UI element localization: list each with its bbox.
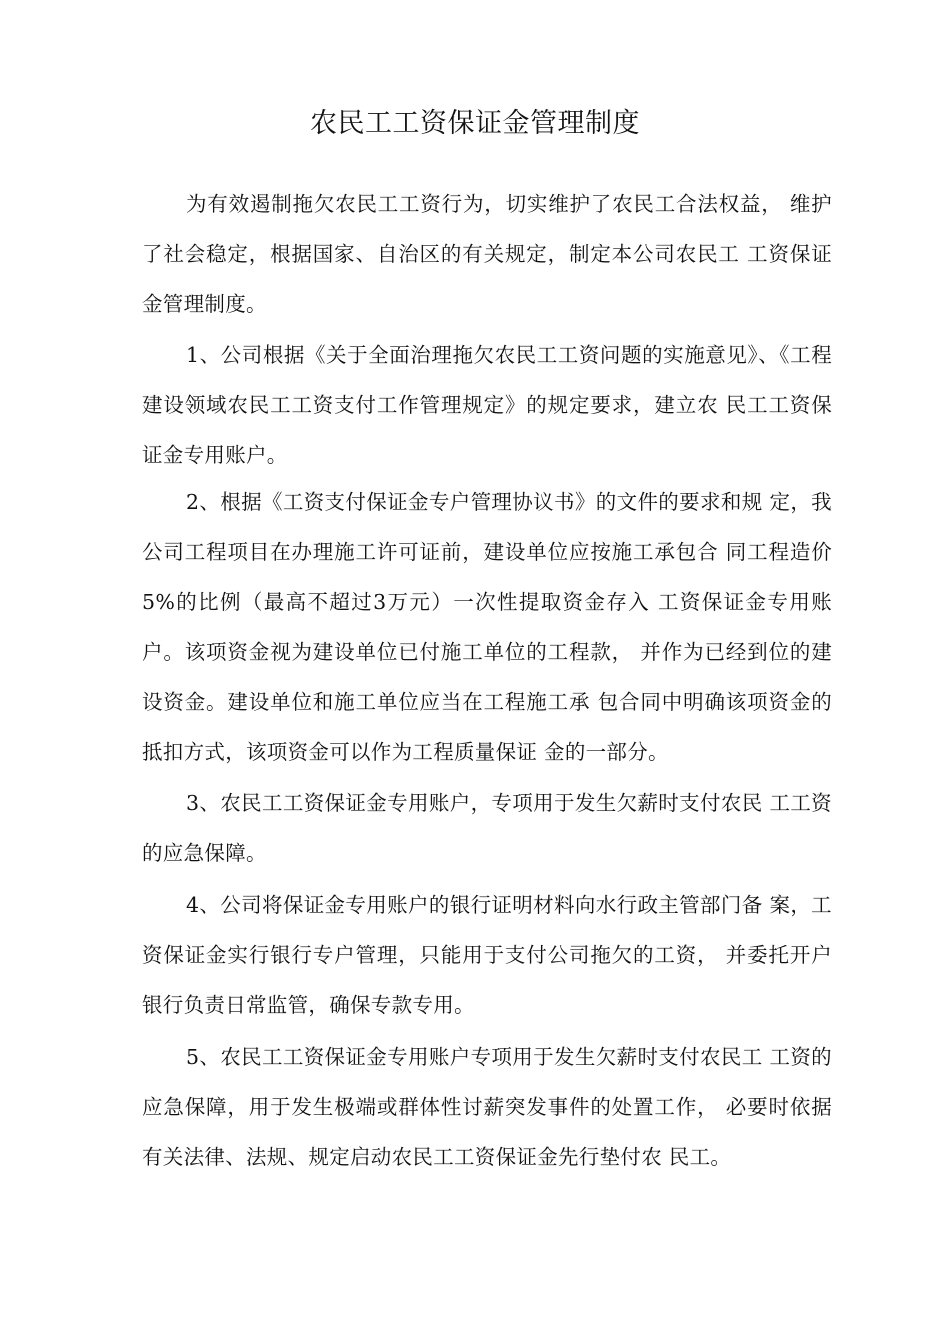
clause-1-paragraph: 1、公司根据《关于全面治理拖欠农民工工资问题的实施意见》、《工程建设领域农民工工资支付工作管理规定》的规定要求，建立农 民工工资保证金专用账户。 — [142, 343, 832, 467]
intro-paragraph: 为有效遏制拖欠农民工工资行为，切实维护了农民工合法权益， 维护了社会稳定，根据国家、自治区的有关规定，制定本公司农民工 工资保证金管理制度。 — [142, 192, 832, 316]
clause-5-paragraph: 5、农民工工资保证金专用账户专项用于发生欠薪时支付农民工 工资的应急保障，用于发生极端或群体性讨薪突发事件的处置工作， 必要时依据有关法律、法规、规定启动农民工工资保证金先行垫付农 民工。 — [142, 1045, 832, 1169]
clause-4-paragraph: 4、公司将保证金专用账户的银行证明材料向水行政主管部门备 案，工资保证金实行银行专户管理，只能用于支付公司拖欠的工资， 并委托开户银行负责日常监管，确保专款专用。 — [142, 893, 832, 1017]
clause-3-paragraph: 3、农民工工资保证金专用账户，专项用于发生欠薪时支付农民 工工资的应急保障。 — [142, 791, 832, 865]
document-title: 农民工工资保证金管理制度 — [310, 108, 640, 139]
clause-2-paragraph: 2、根据《工资支付保证金专户管理协议书》的文件的要求和规 定，我公司工程项目在办理施工许可证前，建设单位应按施工承包合 同工程造价5%的比例（最高不超过3万元）一次性提取资金存入 工资保证金专用账户。该项资金视为建设单位已付施工单位的工程款， 并作为已经到位的建设资金。建设单位和施工单位应当在工程施工承 包合同中明确该项资金的抵扣方式，该项资金可以作为工程质量保证 金的一部分。 — [142, 490, 832, 764]
